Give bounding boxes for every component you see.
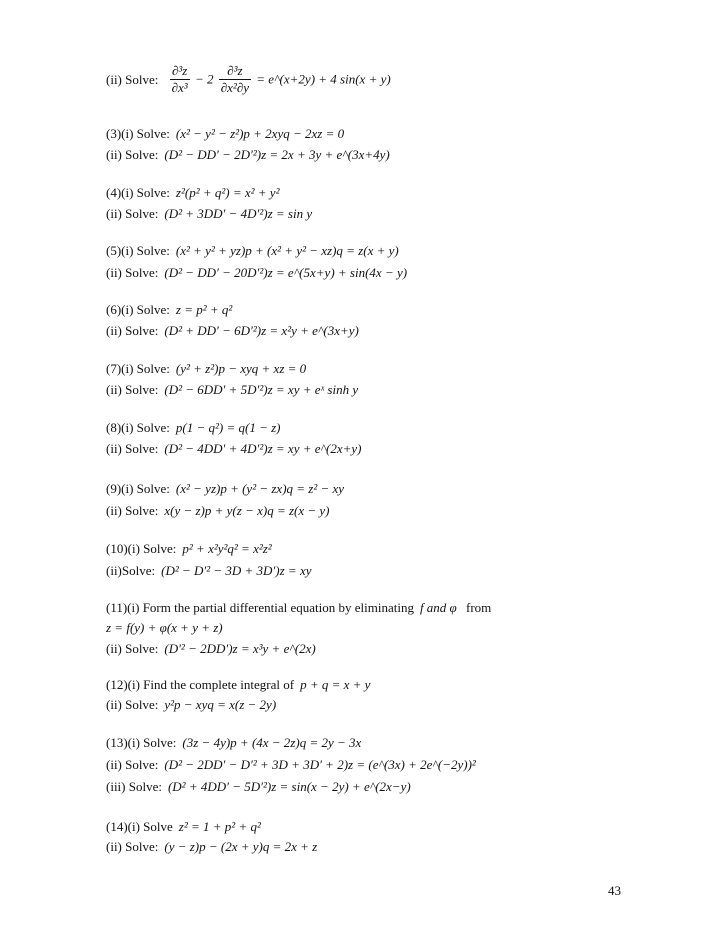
problem-label: (6)(i) Solve: — [106, 302, 170, 317]
problem-12-i — [106, 676, 370, 694]
problem-13-iii — [106, 778, 411, 796]
equation-middle: − 2 — [194, 71, 214, 87]
problem-label: (ii) Solve: — [106, 697, 159, 712]
equation: p² + x²y²q² = x²z² — [182, 541, 272, 556]
equation: p(1 − q²) = q(1 − z) — [175, 420, 281, 435]
problem-label: (8)(i) Solve: — [106, 420, 170, 435]
equation: x(y − z)p + y(z − x)q = z(x − y) — [164, 503, 330, 518]
problem-6-i — [106, 301, 232, 319]
equation: (D² − DD′ − 20D′²)z = e^(5x+y) + sin(4x − y) — [164, 265, 408, 280]
problem-3-i — [106, 125, 344, 143]
problem-label: (5)(i) Solve: — [106, 243, 170, 258]
problem-label: (ii) Solve: — [106, 641, 159, 656]
problem-label: (3)(i) Solve: — [106, 126, 170, 141]
page-number: 43 — [608, 883, 621, 898]
fraction-denominator: ∂x³ — [171, 80, 188, 95]
equation: (D² − D′² − 3D + 3D′)z = xy — [161, 563, 312, 578]
equation: (D² − 4DD′ + 4D′²)z = xy + e^(2x+y) — [164, 441, 362, 456]
problem-10-ii — [106, 562, 312, 580]
problem-2-ii — [106, 63, 391, 107]
equation: (D² + 4DD′ − 5D′²)z = sin(x − 2y) + e^(2x−y) — [167, 779, 411, 794]
problem-label: (ii) Solve: — [106, 503, 159, 518]
problem-label: (7)(i) Solve: — [106, 361, 170, 376]
problem-8-i — [106, 419, 281, 437]
equation: (x² − yz)p + (y² − zx)q = z² − xy — [175, 481, 345, 496]
equation: f and φ — [419, 600, 457, 615]
problem-11-ii — [106, 640, 316, 658]
equation: (3z − 4y)p + (4x − 2z)q = 2y − 3x — [182, 735, 362, 750]
problem-label: (10)(i) Solve: — [106, 541, 177, 556]
problem-9-ii — [106, 502, 330, 520]
equation: (x² − y² − z²)p + 2xyq − 2xz = 0 — [175, 126, 345, 141]
problem-7-i — [106, 360, 306, 378]
equation: z = p² + q² — [175, 302, 233, 317]
equation: z²(p² + q²) = x² + y² — [175, 185, 280, 200]
equation: (D² − 6DD′ + 5D′²)z = xy + eˣ sinh y — [164, 382, 359, 397]
problem-label: (iii) Solve: — [106, 779, 162, 794]
equation: (y² + z²)p − xyq + xz = 0 — [175, 361, 307, 376]
equation: (D² − 2DD′ − D′² + 3D + 3D′ + 2)z = (e^(3x) + 2e^(−2y))² — [164, 757, 476, 772]
problem-label: (ii) Solve: — [106, 323, 159, 338]
problem-label-tail: from — [466, 600, 492, 615]
equation: (x² + y² + yz)p + (x² + y² − xz)q = z(x + y) — [175, 243, 399, 258]
problem-13-i — [106, 734, 361, 752]
equation: p + q = x + y — [300, 677, 371, 692]
fraction-numerator: ∂³z — [219, 63, 251, 80]
equation: (D² + DD′ − 6D′²)z = x²y + e^(3x+y) — [164, 323, 359, 338]
fraction-denominator: ∂x²∂y — [220, 80, 250, 95]
problem-4-ii — [106, 205, 312, 223]
problem-4-i — [106, 184, 279, 202]
problem-label: (11)(i) Form the partial differential equation by eliminating — [106, 600, 414, 615]
problem-label: (ii) Solve: — [106, 206, 159, 221]
problem-6-ii — [106, 322, 359, 340]
problem-3-ii — [106, 146, 390, 164]
problem-label: (13)(i) Solve: — [106, 735, 177, 750]
problem-label: (ii) Solve: — [106, 71, 159, 87]
equation: (y − z)p − (2x + y)q = 2x + z — [164, 839, 318, 854]
problem-label: (4)(i) Solve: — [106, 185, 170, 200]
problem-8-ii — [106, 440, 361, 458]
problem-10-i — [106, 540, 272, 558]
problem-5-i — [106, 242, 399, 260]
problem-11-i-cont — [106, 619, 223, 637]
problem-label: (ii) Solve: — [106, 441, 159, 456]
problem-7-ii — [106, 381, 358, 399]
problem-11-i — [106, 599, 497, 617]
fraction-2 — [219, 63, 251, 96]
equation-rhs: = e^(x+2y) + 4 sin(x + y) — [256, 71, 391, 87]
problem-label: (14)(i) Solve — [106, 819, 173, 834]
problem-label: (ii)Solve: — [106, 563, 156, 578]
problem-label: (ii) Solve: — [106, 382, 159, 397]
equation: z = f(y) + φ(x + y + z) — [106, 620, 223, 635]
equation: (D² − DD′ − 2D′²)z = 2x + 3y + e^(3x+4y) — [164, 147, 390, 162]
equation: (D′² − 2DD′)z = x³y + e^(2x) — [164, 641, 316, 656]
problem-label: (ii) Solve: — [106, 839, 159, 854]
problem-9-i — [106, 480, 344, 498]
problem-14-i — [106, 818, 261, 836]
problem-label: (ii) Solve: — [106, 757, 159, 772]
equation: (D² + 3DD′ − 4D′²)z = sin y — [164, 206, 313, 221]
problem-label: (ii) Solve: — [106, 147, 159, 162]
problem-label: (ii) Solve: — [106, 265, 159, 280]
equation: z² = 1 + p² + q² — [178, 819, 261, 834]
fraction-1 — [170, 63, 190, 96]
problem-5-ii — [106, 264, 407, 282]
equation: y²p − xyq = x(z − 2y) — [164, 697, 277, 712]
problem-label: (12)(i) Find the complete integral of — [106, 677, 295, 692]
problem-14-ii — [106, 838, 317, 856]
problem-13-ii — [106, 756, 476, 774]
problem-label: (9)(i) Solve: — [106, 481, 170, 496]
fraction-numerator: ∂³z — [170, 63, 190, 80]
problem-12-ii — [106, 696, 276, 714]
